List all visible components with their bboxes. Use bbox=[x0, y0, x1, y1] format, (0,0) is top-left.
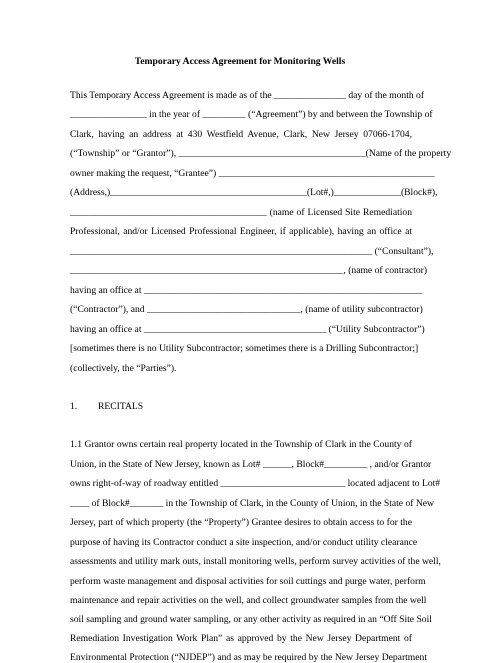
section-number: 1. bbox=[70, 401, 78, 412]
recital-line: maintenance and repair activities on the well, and collect groundwater samples from the well bbox=[70, 595, 427, 606]
recital-line: Environmental Protection (“NJDEP”) and as may be required by the New Jersey Department bbox=[70, 652, 427, 663]
recital-line: assessments and utility mark outs, install monitoring wells, perform survey activities of the well, bbox=[70, 556, 441, 567]
recital-line: Remediation Investigation Work Plan” as approved by the New Jersey Department of bbox=[70, 633, 412, 644]
section-heading bbox=[70, 401, 143, 412]
recital-line: Jersey, part of which property (the “Property”) Grantee desires to obtain access to for the bbox=[70, 517, 412, 528]
intro-line: [sometimes there is no Utility Subcontractor; sometimes there is a Drilling Subcontractor;] bbox=[70, 343, 419, 354]
intro-line: having an office at __________________________________________________________ bbox=[70, 285, 423, 296]
recital-line: perform waste management and disposal activities for soil cuttings and purge water, perform bbox=[70, 576, 426, 587]
recital-line: ____ of Block#_______ in the Township of Clark, in the County of Union, in the State of New bbox=[70, 498, 434, 509]
intro-line: Professional, and/or Licensed Professional Engineer, if applicable), having an office at bbox=[70, 226, 412, 237]
recital-line: purpose of having its Contractor conduct a site inspection, and/or conduct utility clearance bbox=[70, 537, 418, 548]
intro-line: (“Contractor”), and ________________________________, (name of utility subcontractor) bbox=[70, 304, 423, 315]
intro-line: (“Township” or “Grantor”), _______________________________________(Name of the property bbox=[70, 148, 452, 159]
intro-line: _______________________________________________________________ (“Consultant”), bbox=[70, 246, 434, 257]
recital-line: soil sampling and ground water sampling, or any other activity as required in an “Off Site Soil bbox=[70, 614, 432, 625]
document-title: Temporary Access Agreement for Monitoring Wells bbox=[134, 56, 346, 67]
intro-line: This Temporary Access Agreement is made as of the _______________ day of the month of bbox=[70, 90, 425, 101]
intro-line: (collectively, the “Parties”). bbox=[70, 363, 177, 374]
intro-line: _________________________________________________________, (name of contractor) bbox=[70, 265, 428, 276]
recital-line: 1.1 Grantor owns certain real property located in the Township of Clark in the County of bbox=[70, 439, 412, 450]
intro-line: _________________________________________ (name of Licensed Site Remediation bbox=[70, 207, 412, 218]
intro-line: owner making the request, “Grantee”) _____________________________________________ bbox=[70, 168, 435, 179]
intro-line: having an office at ______________________________________ (“Utility Subcontractor”) bbox=[70, 324, 425, 335]
recital-line: Union, in the State of New Jersey, known as Lot# ______, Block#_________ , and/or Grantor bbox=[70, 459, 432, 470]
recital-line: owns right-of-way of roadway entitled __________________________ located adjacent to Lot# bbox=[70, 478, 441, 489]
section-title: RECITALS bbox=[98, 401, 144, 412]
intro-line: (Address,)_________________________________________(Lot#,)______________(Block#), bbox=[70, 187, 438, 198]
intro-line: Clark, having an address at 430 Westfield Avenue, Clark, New Jersey 07066-1704, bbox=[70, 129, 412, 140]
intro-line: ________________ in the year of _________ (“Agreement”) by and between the Township of bbox=[70, 109, 433, 120]
